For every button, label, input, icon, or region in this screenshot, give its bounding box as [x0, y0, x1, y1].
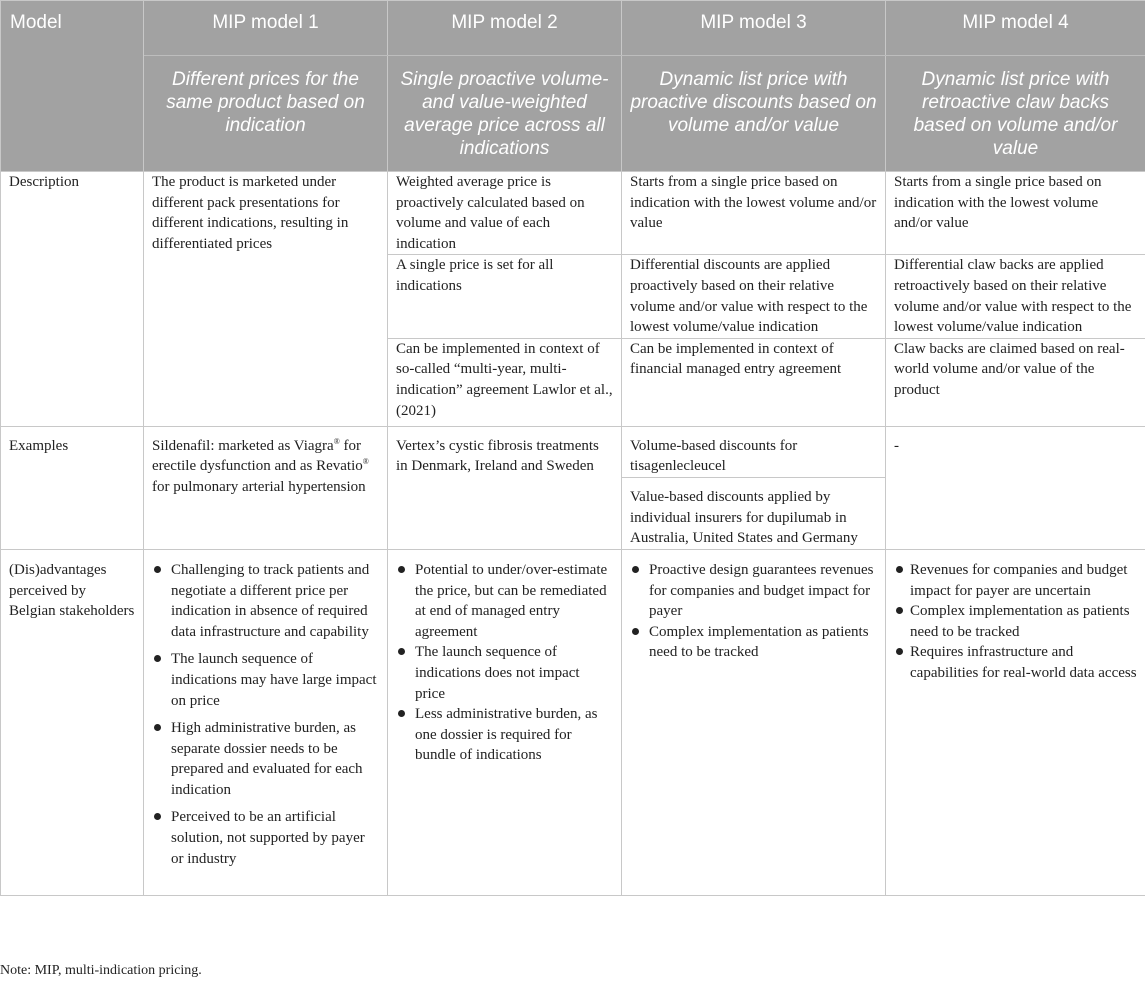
bullet-icon: [398, 566, 405, 573]
advantages-model-3: [622, 549, 886, 895]
examples-model-1-part-3: for pulmonary arterial hypertension: [152, 478, 366, 495]
header-blank-cell: [1, 56, 144, 172]
examples-model-1: [144, 426, 388, 549]
table-note: Note: MIP, multi-indication pricing.: [0, 963, 202, 978]
bullet-icon: [632, 566, 639, 573]
advantages-model-1: [144, 549, 388, 895]
bullet-icon: [154, 566, 161, 573]
advantages-label: (Dis)advantages perceived by Belgian stakeholders: [1, 549, 144, 895]
advantages-row: [1, 549, 1145, 895]
list-item: The launch sequence of indications may have large impact on price: [152, 649, 379, 711]
bullet-icon: [398, 648, 405, 655]
description-model-4-item-2: Differential claw backs are applied retroactively based on their relative volume and/or value with respect to the lowest volume/value indication: [886, 255, 1145, 338]
header-model-2-name: MIP model 2: [388, 1, 622, 56]
advantages-model-4: [886, 549, 1145, 895]
header-model-1-name: MIP model 1: [144, 1, 388, 56]
advantages-model-4-list: [894, 560, 1137, 684]
header-model-1-subtitle: Different prices for the same product based on indication: [144, 56, 388, 172]
description-row-1: [1, 172, 1145, 255]
header-row-names: [1, 1, 1145, 56]
bullet-icon: [632, 628, 639, 635]
examples-model-1-part-2: for erectile dysfunction and as Revatio: [152, 437, 363, 475]
examples-model-1-part-1: Sildenafil: marketed as Viagra: [152, 437, 334, 454]
list-item: High administrative burden, as separate dossier needs to be prepared and evaluated for each indication: [152, 718, 379, 800]
list-item: Perceived to be an artificial solution, not supported by payer or industry: [152, 807, 379, 869]
examples-model-3-item-2: Value-based discounts applied by individual insurers for dupilumab in Australia, United States and Germany: [622, 477, 886, 549]
list-item: Complex implementation as patients need to be tracked: [630, 622, 877, 663]
registered-mark: ®: [333, 436, 340, 446]
list-item: Requires infrastructure and capabilities for real-world data access: [894, 642, 1137, 683]
advantages-model-3-list: [630, 560, 877, 663]
header-model-4-name: MIP model 4: [886, 1, 1145, 56]
description-model-4-item-3: Claw backs are claimed based on real-world volume and/or value of the product: [886, 338, 1145, 426]
header-model-3-subtitle: Dynamic list price with proactive discounts based on volume and/or value: [622, 56, 886, 172]
description-model-2-item-3: Can be implemented in context of so-called “multi-year, multi-indication” agreement Lawlor et al., (2021): [388, 338, 622, 426]
bullet-icon: [398, 710, 405, 717]
examples-model-3-item-1: Volume-based discounts for tisagenlecleucel: [622, 426, 886, 477]
list-item: Challenging to track patients and negotiate a different price per indication in absence of required data infrastructure and capability: [152, 560, 379, 642]
bullet-icon: [896, 648, 903, 655]
description-model-4-item-1: Starts from a single price based on indication with the lowest volume and/or value: [886, 172, 1145, 255]
examples-row-1: [1, 426, 1145, 477]
list-item: Less administrative burden, as one dossier is required for bundle of indications: [396, 704, 613, 766]
header-model-3-name: MIP model 3: [622, 1, 886, 56]
bullet-icon: [896, 566, 903, 573]
header-model-2-subtitle: Single proactive volume- and value-weighted average price across all indications: [388, 56, 622, 172]
examples-label: Examples: [1, 426, 144, 549]
header-model-4-subtitle: Dynamic list price with retroactive claw backs based on volume and/or value: [886, 56, 1145, 172]
examples-model-4: -: [886, 426, 1145, 549]
examples-model-2: Vertex’s cystic fibrosis treatments in Denmark, Ireland and Sweden: [388, 426, 622, 549]
advantages-model-2: [388, 549, 622, 895]
description-model-3-item-2: Differential discounts are applied proactively based on their relative volume and/or value with respect to the lowest volume/value indication: [622, 255, 886, 338]
list-item: Complex implementation as patients need to be tracked: [894, 601, 1137, 642]
registered-mark: ®: [362, 457, 369, 467]
bullet-icon: [154, 724, 161, 731]
description-model-3-item-3: Can be implemented in context of financial managed entry agreement: [622, 338, 886, 426]
bullet-icon: [154, 813, 161, 820]
list-item: Potential to under/over-estimate the price, but can be remediated at end of managed entry agreement: [396, 560, 613, 642]
list-item: Revenues for companies and budget impact for payer are uncertain: [894, 560, 1137, 601]
header-model-label: Model: [1, 1, 144, 56]
description-label: Description: [1, 172, 144, 427]
description-model-1: The product is marketed under different pack presentations for different indications, resulting in differentiated prices: [144, 172, 388, 427]
header-row-subtitles: [1, 56, 1145, 172]
advantages-model-2-list: [396, 560, 613, 766]
list-item: Proactive design guarantees revenues for companies and budget impact for payer: [630, 560, 877, 622]
description-model-3-item-1: Starts from a single price based on indication with the lowest volume and/or value: [622, 172, 886, 255]
description-model-2-item-1: Weighted average price is proactively calculated based on volume and value of each indication: [388, 172, 622, 255]
description-model-2-item-2: A single price is set for all indications: [388, 255, 622, 338]
advantages-model-1-list: [152, 560, 379, 869]
bullet-icon: [154, 655, 161, 662]
list-item: The launch sequence of indications does not impact price: [396, 642, 613, 704]
bullet-icon: [896, 607, 903, 614]
